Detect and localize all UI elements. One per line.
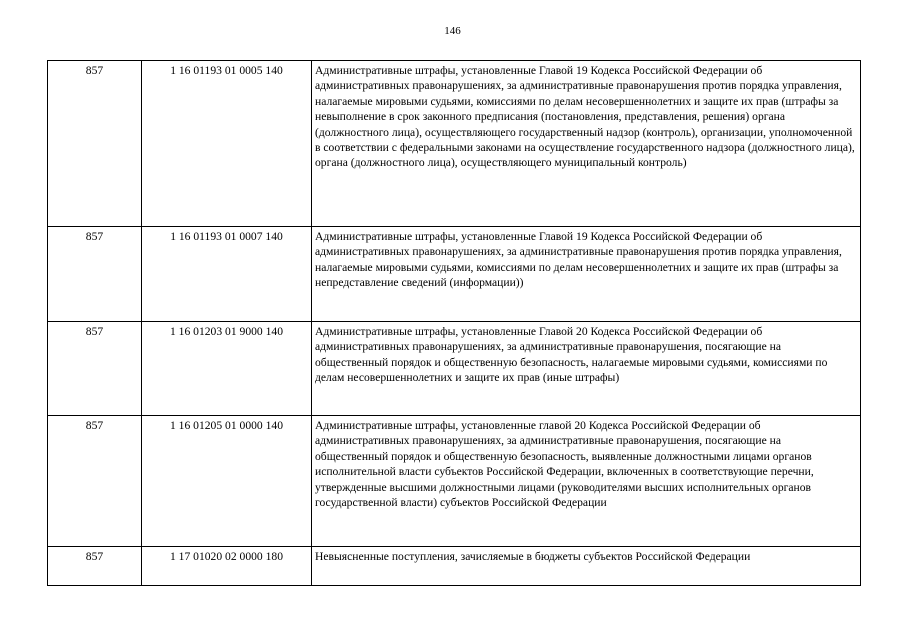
- revenue-name-cell: Административные штрафы, установленные Главой 20 Кодекса Российской Федерации об административных правонарушениях, за административные правонарушения, посягающие на общественный порядок и общественную безопасность, налагаемые мировыми судьями, комиссиями по делам несовершеннолетних и защите их прав (иные штрафы): [312, 322, 861, 416]
- admin-code-cell: 857: [48, 61, 142, 227]
- table-row: [48, 227, 861, 322]
- budget-code-cell: 1 16 01193 01 0005 140: [142, 61, 312, 227]
- revenue-name-cell: Административные штрафы, установленные Главой 19 Кодекса Российской Федерации об административных правонарушениях, за административные правонарушения против порядка управления, налагаемые мировыми судьями, комиссиями по делам несовершеннолетних и защите их прав (штрафы за невыполнение в срок законного предписания (постановления, представления, решения) органа (должностного лица), осуществляющего государственный надзор (контроль), организации, уполномоченной в соответствии с федеральными законами на осуществление государственного надзора (должностного лица), органа (должностного лица), осуществляющего муниципальный контроль): [312, 61, 861, 227]
- page-number: 146: [444, 25, 461, 37]
- revenue-name-cell: Невыясненные поступления, зачисляемые в бюджеты субъектов Российской Федерации: [312, 547, 861, 586]
- admin-code-cell: 857: [48, 322, 142, 416]
- budget-code-cell: 1 16 01205 01 0000 140: [142, 416, 312, 547]
- budget-codes-table: [47, 60, 861, 586]
- revenue-name-cell: Административные штрафы, установленные Главой 19 Кодекса Российской Федерации об административных правонарушениях, за административные правонарушения против порядка управления, налагаемые мировыми судьями, комиссиями по делам несовершеннолетних и защите их прав (штрафы за непредставление сведений (информации)): [312, 227, 861, 322]
- admin-code-cell: 857: [48, 547, 142, 586]
- table-row: [48, 547, 861, 586]
- budget-code-cell: 1 17 01020 02 0000 180: [142, 547, 312, 586]
- revenue-name-cell: Административные штрафы, установленные главой 20 Кодекса Российской Федерации об административных правонарушениях, за административные правонарушения, посягающие на общественный порядок и общественную безопасность, выявленные должностными лицами органов исполнительной власти субъектов Российской Федерации, включенных в соответствующие перечни, утвержденные высшими должностными лицами (руководителями высших исполнительных органов государственной власти) субъектов Российской Федерации: [312, 416, 861, 547]
- admin-code-cell: 857: [48, 416, 142, 547]
- admin-code-cell: 857: [48, 227, 142, 322]
- table-row: [48, 61, 861, 227]
- table-row: [48, 416, 861, 547]
- budget-code-cell: 1 16 01203 01 9000 140: [142, 322, 312, 416]
- budget-code-cell: 1 16 01193 01 0007 140: [142, 227, 312, 322]
- table-row: [48, 322, 861, 416]
